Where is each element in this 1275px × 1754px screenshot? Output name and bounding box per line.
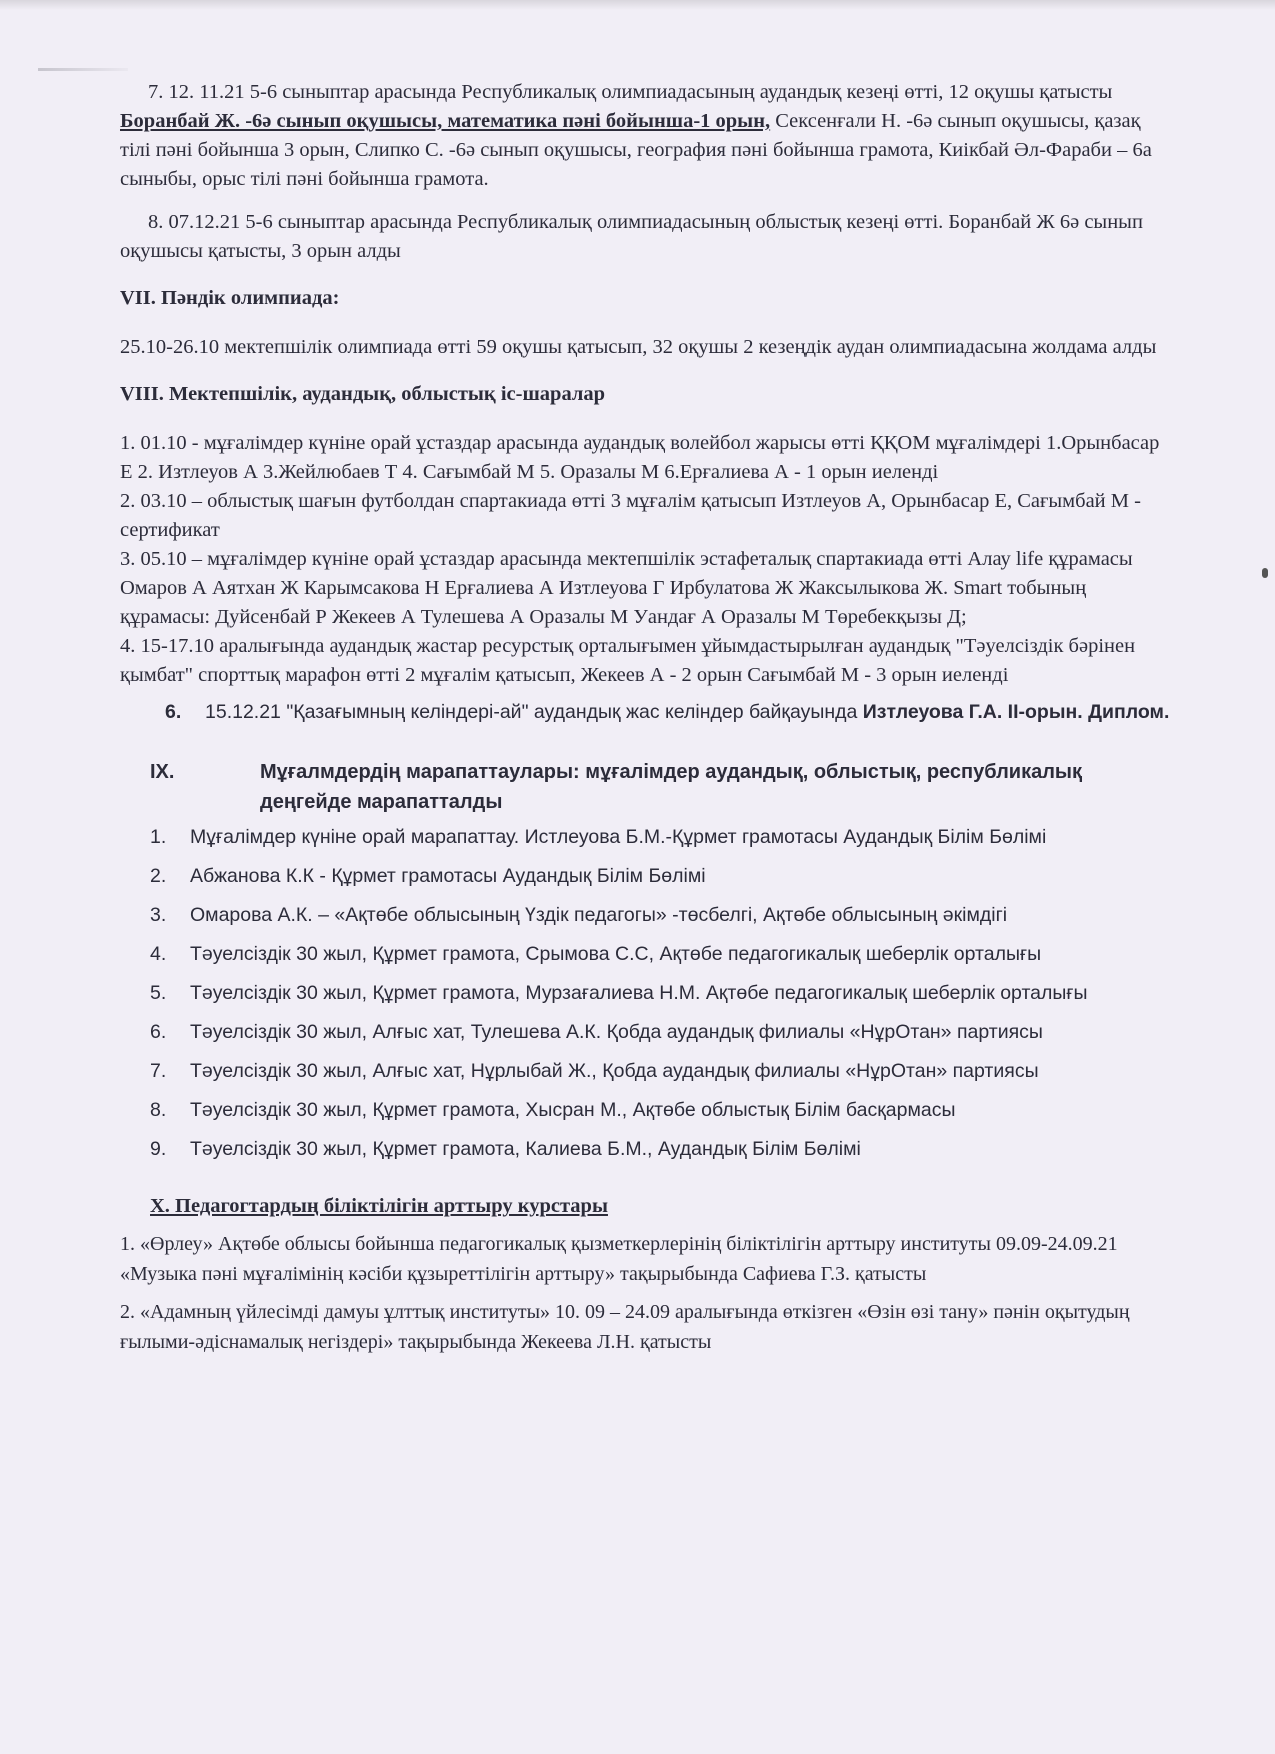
award-number: 3. xyxy=(150,904,167,926)
award-text: Мұғалімдер күніне орай марапаттау. Истлеуова Б.М.-Құрмет грамотасы Аудандық Білім Бөлімі xyxy=(190,826,1047,848)
olympiad-item-8: 8. 07.12.21 5-6 сыныптар арасында Республикалық олимпиадасының облыстық кезеңі өтті. Боранбай Ж 6ә сынып оқушысы қатысты, 3 орын алды xyxy=(120,211,1143,262)
section-9-title: Мұғалмдердің марапаттаулары: мұғалімдер аудандық, облыстық, республикалық деңгейде марапатталды xyxy=(260,761,1083,813)
award-number: 6. xyxy=(150,1021,167,1043)
award-item xyxy=(150,979,1170,1008)
event-6-award: Изтлеуова Г.А. II-орын. Диплом. xyxy=(862,701,1170,723)
award-number: 9. xyxy=(150,1138,167,1160)
course-item: 2. «Адамның үйлесімді дамуы ұлттық институты» 10. 09 – 24.09 аралығында өткізген «Өзін өзі тану» пәнін оқытудың ғылыми-әдіснамалық негіздері» тақырыбында Жекеева Л.Н. қатысты xyxy=(120,1301,1130,1353)
award-text: Тәуелсіздік 30 жыл, Құрмет грамота, Хысран М., Ақтөбе облыстық Білім басқармасы xyxy=(190,1099,956,1121)
awards-list xyxy=(120,823,1170,1164)
scan-artifact-dot xyxy=(1262,568,1268,578)
award-item xyxy=(150,1057,1170,1086)
award-number: 8. xyxy=(150,1099,167,1121)
award-text: Омарова А.К. – «Ақтөбе облысының Үздік педагогы» -төсбелгі, Ақтөбе облысының әкімдігі xyxy=(190,904,1008,926)
event-item: 1. 01.10 - мұғалімдер күніне орай ұстаздар арасында аудандық волейбол жарысы өтті ҚҚОМ мұғалімдері 1.Орынбасар Е 2. Изтлеуов А 3.Жейлюбаев Т 4. Сағымбай М 5. Оразалы М 6.Ерғалиева А - 1 орын иеленді xyxy=(120,432,1160,483)
section-7-text: 25.10-26.10 мектепшілік олимпиада өтті 59 оқушы қатысып, 32 оқушы 2 кезеңдік аудан олимпиадасына жолдама алды xyxy=(120,336,1157,358)
course-item: 1. «Өрлеу» Ақтөбе облысы бойынша педагогикалық қызметкерлерінің біліктілігін арттыру институты 09.09-24.09.21 «Музыка пәні мұғалімінің кәсіби құзыреттілігін арттыру» тақырыбында Сафиева Г.З. қатысты xyxy=(120,1233,1118,1285)
event-6-number: 6. xyxy=(165,701,182,723)
award-item xyxy=(150,1135,1170,1164)
section-8-heading: VIII. Мектепшілік, аудандық, облыстық іс-шаралар xyxy=(120,383,606,405)
event-item-6 xyxy=(165,698,1170,727)
event-6-text: 15.12.21 "Қазағымның келіндері-ай" аудандық жас келіндер байқауында xyxy=(205,701,863,723)
section-8-events xyxy=(120,429,1170,690)
event-item: 3. 05.10 – мұғалімдер күніне орай ұстаздар арасында мектепшілік эстафеталық спартакиада өтті Алау life құрамасы Омаров А Аятхан Ж Карымсакова Н Ерғалиева А Изтлеуова Г Ирбулатова Ж Жаксылыкова Ж. Smart тобының құрамасы: Дуйсенбай Р Жекеев А Тулешева А Оразалы М Уандағ А Оразалы М Төребекқызы Д; xyxy=(120,548,1133,628)
document-body xyxy=(120,78,1170,1365)
event-6-text-wrap xyxy=(205,698,1169,727)
section-10-heading: X. Педагогтардың біліктілігін арттыру курстары xyxy=(150,1195,608,1217)
olympiad-item-7-highlight: Боранбай Ж. -6ә сынып оқушысы, математика пәні бойынша-1 орын, xyxy=(120,110,771,132)
award-number: 7. xyxy=(150,1060,167,1082)
section-9-roman: IX. xyxy=(150,761,175,783)
award-item xyxy=(150,1096,1170,1125)
award-text: Тәуелсіздік 30 жыл, Құрмет грамота, Мурзағалиева Н.М. Ақтөбе педагогикалық шеберлік орталығы xyxy=(190,982,1088,1004)
award-item xyxy=(150,1018,1170,1047)
award-text: Тәуелсіздік 30 жыл, Құрмет грамота, Калиева Б.М., Аудандық Білім Бөлімі xyxy=(190,1138,861,1160)
scan-artifact xyxy=(38,68,128,71)
award-number: 1. xyxy=(150,826,167,848)
event-item: 2. 03.10 – облыстық шағын футболдан спартакиада өтті 3 мұғалім қатысып Изтлеуов А, Орынбасар Е, Сағымбай М - сертификат xyxy=(120,490,1141,541)
award-item xyxy=(150,901,1170,930)
section-9-heading xyxy=(150,757,1170,817)
olympiad-item-7 xyxy=(120,78,1170,194)
olympiad-item-7-rest: Сексенғали Н. -6ә сынып оқушысы, қазақ тілі пәні бойынша 3 орын, Слипко С. -6ә сынып оқушысы, география пәні бойынша грамота, Киікбай Әл-Фараби – 6а сыныбы, орыс тілі пәні бойынша грамота. xyxy=(120,110,1152,190)
award-number: 2. xyxy=(150,865,167,887)
olympiad-item-7-lead: 7. 12. 11.21 5-6 сыныптар арасында Республикалық олимпиадасының аудандық кезеңі өтті, 12 оқушы қатысты xyxy=(148,81,1113,103)
award-text: Тәуелсіздік 30 жыл, Құрмет грамота, Срымова С.С, Ақтөбе педагогикалық шеберлік орталығы xyxy=(190,943,1042,965)
award-number: 4. xyxy=(150,943,167,965)
award-text: Тәуелсіздік 30 жыл, Алғыс хат, Тулешева А.К. Қобда аудандық филиалы «НұрОтан» партиясы xyxy=(190,1021,1043,1043)
award-text: Абжанова К.К - Құрмет грамотасы Аудандық Білім Бөлімі xyxy=(190,865,706,887)
award-item xyxy=(150,862,1170,891)
award-item xyxy=(150,823,1170,852)
award-number: 5. xyxy=(150,982,167,1004)
scan-edge xyxy=(0,0,1275,10)
award-text: Тәуелсіздік 30 жыл, Алғыс хат, Нұрлыбай Ж., Қобда аудандық филиалы «НұрОтан» партиясы xyxy=(190,1060,1039,1082)
event-item: 4. 15-17.10 аралығында аудандық жастар ресурстық орталығымен ұйымдастырылған аудандық "Тәуелсіздік бәрінен қымбат" спорттық марафон өтті 2 мұғалім қатысып, Жекеев А - 2 орын Сағымбай М - 3 орын иеленді xyxy=(120,635,1136,686)
section-7-heading: VII. Пәндік олимпиада: xyxy=(120,287,340,309)
award-item xyxy=(150,940,1170,969)
